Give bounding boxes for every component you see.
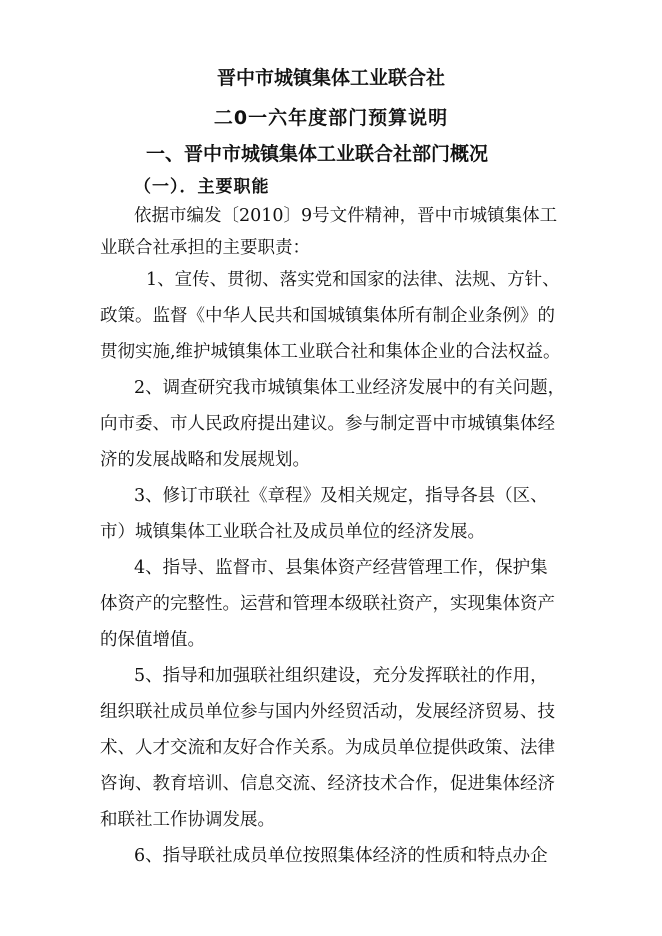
paragraph-line: 体资产的完整性。运营和管理本级联社资产，实现集体资产 [100,594,555,614]
paragraph-line: 组织联社成员单位参与国内外经贸活动，发展经济贸易、技 [100,702,555,722]
paragraph-line: 依据市编发〔2010〕9号文件精神，晋中市城镇集体工 [134,206,558,226]
section-heading: 一、晋中市城镇集体工业联合社部门概况 [146,143,489,165]
paragraph-line: 政策。监督《中华人民共和国城镇集体所有制企业条例》的 [100,306,555,326]
paragraph-line: 的保值增值。 [100,630,205,650]
paragraph-line: 2、调查研究我市城镇集体工业经济发展中的有关问题， [134,378,566,398]
paragraph-line: 贯彻实施,维护城镇集体工业联合社和集体企业的合法权益。 [100,342,561,362]
paragraph-line: 4、指导、监督市、县集体资产经营管理工作，保护集 [134,558,548,578]
subsection-heading: （一）．主要职能 [134,177,270,197]
paragraph-line: 咨询、教育培训、信息交流、经济技术合作，促进集体经济 [100,774,555,794]
paragraph-line: 1、宣传、贯彻、落实党和国家的法律、法规、方针、 [146,270,560,290]
paragraph-line: 业联合社承担的主要职责： [100,238,310,258]
paragraph-line: 5、指导和加强联社组织建设，充分发挥联社的作用， [134,666,548,686]
paragraph-line: 术、人才交流和友好合作关系。为成员单位提供政策、法律 [100,738,555,758]
paragraph-line: 3、修订市联社《章程》及相关规定，指导各县（区、 [134,486,548,506]
paragraph-line: 市）城镇集体工业联合社及成员单位的经济发展。 [100,522,485,542]
paragraph-line: 和联社工作协调发展。 [100,810,275,830]
document-title: 晋中市城镇集体工业联合社 [216,67,445,89]
paragraph-line: 6、指导联社成员单位按照集体经济的性质和特点办企 [134,846,548,866]
paragraph-line: 向市委、市人民政府提出建议。参与制定晋中市城镇集体经 [100,414,555,434]
document-subtitle: 二0一六年度部门预算说明 [213,107,449,129]
paragraph-line: 济的发展战略和发展规划。 [100,450,310,470]
